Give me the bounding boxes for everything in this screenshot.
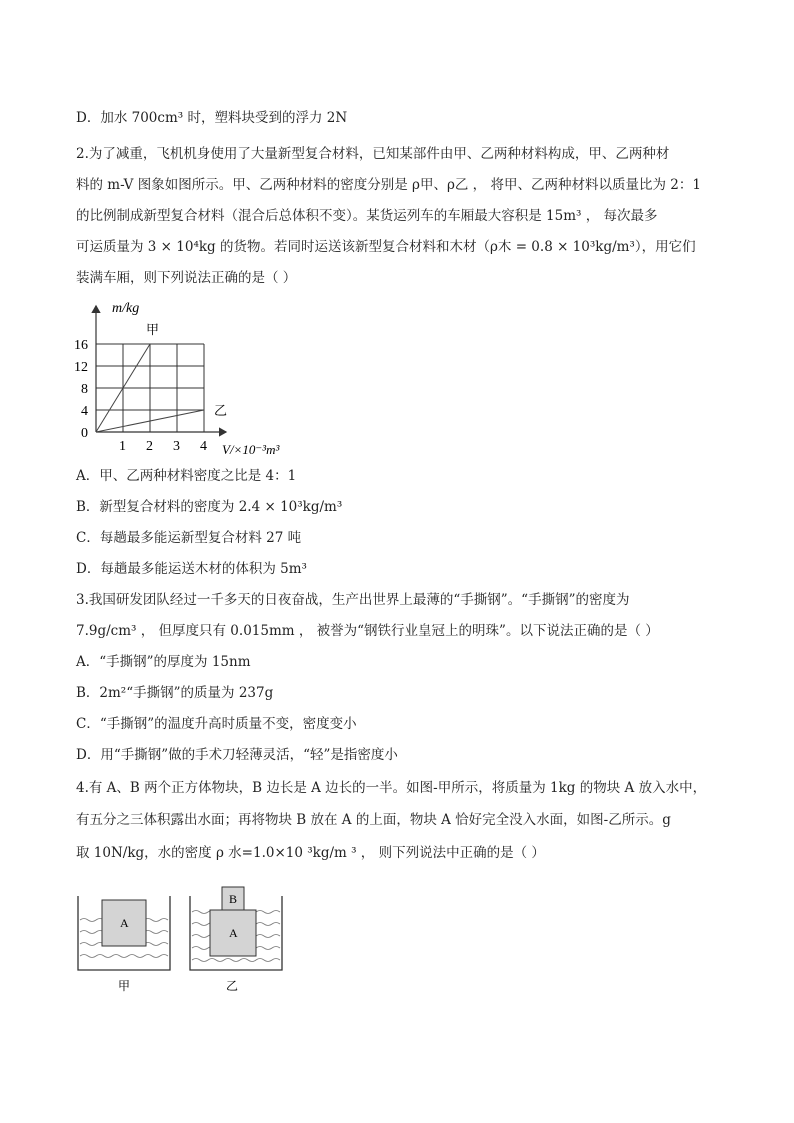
q2-stem-line-3: 的比例制成新型复合材料（混合后总体积不变）。某货运列车的车厢最大容积是 15m³ ， 每次最多 bbox=[76, 208, 658, 224]
q2-option-a: A．甲、乙两种材料密度之比是 4：1 bbox=[76, 468, 297, 484]
y-tick-0: 0 bbox=[81, 426, 88, 441]
figure-yi-label: 乙 bbox=[226, 979, 239, 993]
block-b-yi-label: B bbox=[229, 892, 238, 906]
q2-stem-line-2: 料的 m-V 图象如图所示。甲、乙两种材料的密度分别是 ρ甲、ρ乙 ， 将甲、乙两种材料以质量比为 2：1 bbox=[76, 177, 701, 193]
x-tick-4: 4 bbox=[200, 439, 207, 454]
q4-stem-line-3: 取 10N/kg，水的密度 ρ 水=1.0×10 ³kg/m ³ ， 则下列说法中正确的是（ ） bbox=[76, 845, 545, 861]
figure-jia-label: 甲 bbox=[118, 979, 131, 993]
block-a-jia-label: A bbox=[120, 916, 129, 930]
q2-option-b: B．新型复合材料的密度为 2.4 × 10³kg/m³ bbox=[76, 499, 343, 515]
q3-option-c: C．“手撕钢”的温度升高时质量不变，密度变小 bbox=[76, 716, 357, 732]
line-yi-label: 乙 bbox=[214, 403, 228, 418]
container-yi bbox=[190, 887, 282, 993]
q2-mv-graph bbox=[74, 292, 314, 462]
x-tick-1: 1 bbox=[119, 439, 126, 454]
y-tick-4: 4 bbox=[81, 404, 88, 419]
graph-grid bbox=[96, 344, 204, 432]
block-a-yi-label: A bbox=[229, 926, 238, 940]
q3-option-a: A．“手撕钢”的厚度为 15nm bbox=[76, 654, 251, 670]
y-axis-label: m/kg bbox=[112, 301, 140, 316]
q2-option-c: C．每趟最多能运新型复合材料 27 吨 bbox=[76, 530, 302, 546]
q3-option-b: B．2m²“手撕钢”的质量为 237g bbox=[76, 685, 274, 701]
q2-stem-line-4: 可运质量为 3 × 10⁴kg 的货物。若同时运送该新型复合材料和木材（ρ木 = 0.8 × 10³kg/m³），用它们 bbox=[76, 239, 696, 255]
line-jia-label: 甲 bbox=[146, 322, 160, 337]
x-tick-2: 2 bbox=[146, 439, 153, 454]
q3-option-d: D．用“手撕钢”做的手术刀轻薄灵活，“轻”是指密度小 bbox=[76, 747, 398, 763]
q4-stem-line-2: 有五分之三体积露出水面；再将物块 B 放在 A 的上面，物块 A 恰好完全没入水面，如图-乙所示。g bbox=[76, 812, 671, 828]
y-tick-12: 12 bbox=[74, 360, 88, 375]
y-tick-8: 8 bbox=[81, 382, 88, 397]
q4-figure bbox=[74, 882, 304, 997]
container-jia bbox=[78, 896, 170, 993]
x-axis-label: V/×10⁻³m³ bbox=[222, 442, 280, 457]
q2-stem-line-1: 2.为了减重，飞机机身使用了大量新型复合材料，已知某部件由甲、乙两种材料构成，甲、乙两种材 bbox=[76, 146, 670, 162]
q1-option-d: D．加水 700cm³ 时，塑料块受到的浮力 2N bbox=[76, 110, 348, 126]
q2-option-d: D．每趟最多能运送木材的体积为 5m³ bbox=[76, 561, 307, 577]
q3-stem-line-2: 7.9g/cm³ ， 但厚度只有 0.015mm ， 被誉为“钢铁行业皇冠上的明珠”。以下说法正确的是（ ） bbox=[76, 623, 659, 639]
q3-stem-line-1: 3.我国研发团队经过一千多天的日夜奋战，生产出世界上最薄的“手撕钢”。“手撕钢”的密度为 bbox=[76, 592, 630, 608]
y-tick-16: 16 bbox=[74, 338, 88, 353]
q4-stem-line-1: 4.有 A、B 两个正方体物块，B 边长是 A 边长的一半。如图-甲所示，将质量为 1kg 的物块 A 放入水中， bbox=[76, 780, 707, 796]
x-tick-3: 3 bbox=[173, 439, 180, 454]
q2-stem-line-5: 装满车厢，则下列说法正确的是（ ） bbox=[76, 270, 297, 286]
